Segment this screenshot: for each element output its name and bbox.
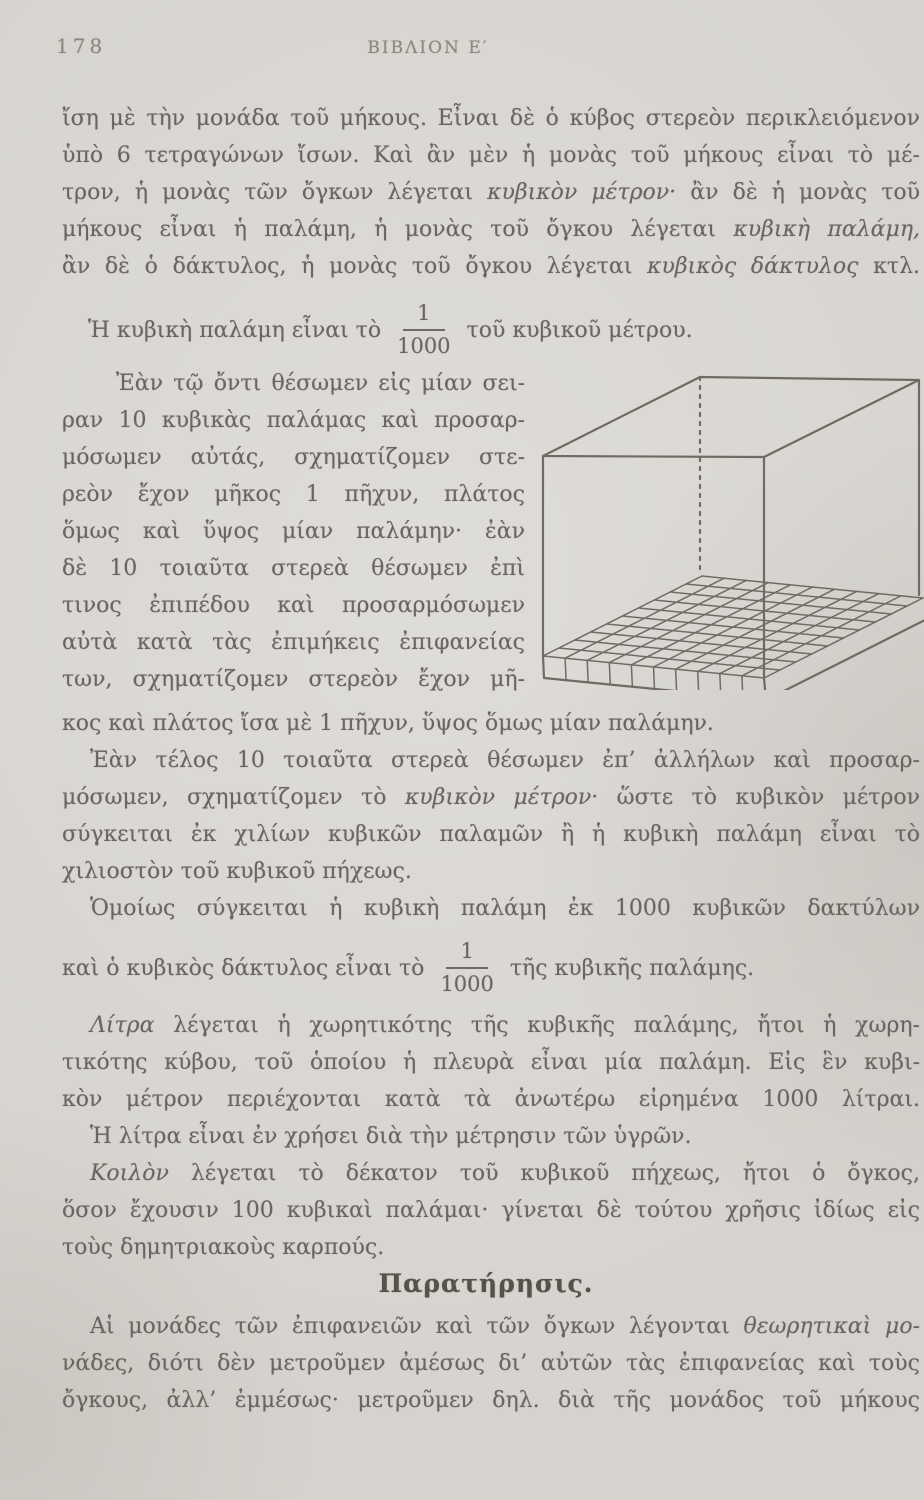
text-segment-italic: κυβικὸς δάκτυλος: [647, 254, 859, 279]
remark-paragraph: [62, 1308, 920, 1419]
column-paragraph: [62, 365, 525, 698]
text-segment: ὥστε τὸ κυβικὸν μέτρον: [598, 785, 920, 810]
text-segment-italic: θεωρητικαὶ μο-: [743, 1314, 920, 1339]
cube-grid-figure: [540, 368, 924, 690]
text-line: ὑπὸ 6 τετραγώνων ἴσων. Καὶ ἂν μὲν ἡ μονὰς τοῦ μήκους εἶναι τὸ μέ-: [62, 143, 920, 168]
text-line: [62, 211, 920, 248]
text-line: [62, 174, 920, 211]
text-segment: ἂν δὲ ὁ δάκτυλος, ἡ μονὰς τοῦ ὄγκου λέγεται: [62, 254, 648, 279]
text-segment: κτλ.: [858, 254, 921, 279]
text-line: ὅσον ἔχουσιν 100 κυβικαὶ παλάμαι· γίνεται δὲ τούτου χρῆσις ἰδίως εἰς: [62, 1198, 920, 1223]
text-line: ὅμως καὶ ὕψος μίαν παλάμην· ἐὰν: [62, 519, 525, 544]
text-segment: λέγεται τὸ δέκατον τοῦ κυβικοῦ πήχεως, ἤτοι ὁ ὄγκος,: [168, 1161, 920, 1186]
text-line: [62, 1155, 920, 1192]
text-line: τοὺς δημητριακοὺς καρπούς.: [62, 1235, 385, 1260]
formula-text-after: τῆς κυβικῆς παλάμης.: [509, 955, 755, 981]
text-line: κος καὶ πλάτος ἴσα μὲ 1 πῆχυν, ὕψος ὅμως μίαν παλάμην.: [62, 711, 714, 736]
text-line: χιλιοστὸν τοῦ κυβικοῦ πήχεως.: [62, 859, 412, 884]
fraction-numerator: 1: [446, 941, 487, 969]
fraction-denominator: 1000: [440, 972, 494, 996]
fraction-1-1000: [440, 941, 493, 995]
unit-squares-grid: [543, 576, 923, 690]
text-line: Ἐὰν τέλος 10 τοιαῦτα στερεὰ θέσωμεν ἐπ’ ἀλλήλων καὶ προσαρ-: [90, 748, 920, 773]
page-number: 178: [56, 34, 107, 58]
cube-grid-drawing: [540, 368, 924, 690]
formula-text-before: καὶ ὁ κυβικὸς δάκτυλος εἶναι τὸ: [62, 955, 425, 981]
slab-outline: [543, 620, 924, 690]
text-line: [62, 248, 920, 285]
text-segment-italic: κυβικὸν μέτρον·: [404, 785, 599, 810]
litra-paragraph: [62, 1007, 920, 1155]
text-line: ὄγκους, ἀλλ’ ἐμμέσως· μετροῦμεν δηλ. διὰ τῆς μονάδος τοῦ μήκους: [62, 1388, 920, 1413]
text-line: [62, 1007, 920, 1044]
text-line: σύγκειται ἐκ χιλίων κυβικῶν παλαμῶν ἢ ἡ κυβικὴ παλάμη εἶναι τὸ: [62, 822, 920, 847]
text-segment-italic: Λίτρα: [90, 1013, 155, 1038]
intro-paragraph: [62, 100, 920, 285]
text-line: νάδες, διότι δὲν μετροῦμεν ἀμέσως δι’ αὐτῶν τὰς ἐπιφανείας καὶ τοὺς: [62, 1351, 920, 1376]
text-line: ἴση μὲ τὴν μονάδα τοῦ μήκους. Εἶναι δὲ ὁ κύβος στερεὸν περικλειόμενον: [62, 106, 920, 131]
text-line: ραν 10 κυβικὰς παλάμας καὶ προσαρ-: [62, 408, 525, 433]
formula-cubic-palm: [62, 294, 920, 366]
text-segment: μόσωμεν, σχηματίζομεν τὸ: [62, 785, 405, 810]
text-segment-italic: κυβικὴ παλάμη,: [733, 217, 920, 242]
remark-heading: Παρατήρησις.: [378, 1269, 594, 1298]
text-line: τικότης κύβου, τοῦ ὁποίου ἡ πλευρὰ εἶναι μία παλάμη. Εἰς ἓν κυβι-: [62, 1050, 920, 1075]
text-segment: μήκους εἶναι ἡ παλάμη, ἡ μονὰς τοῦ ὄγκου λέγεται: [62, 217, 734, 242]
text-line: [62, 779, 920, 816]
fraction-numerator: 1: [403, 303, 444, 331]
formula-text-after: τοῦ κυβικοῦ μέτρου.: [466, 317, 693, 343]
running-header-title: ΒΙΒΛΙΟΝ Ε′: [367, 38, 489, 58]
koilon-paragraph: [62, 1155, 920, 1266]
text-segment: ἂν δὲ ἡ μονὰς τοῦ: [676, 180, 920, 205]
formula-cubic-finger: [62, 932, 920, 1004]
text-segment: τρον, ἡ μονὰς τῶν ὄγκων λέγεται: [62, 180, 488, 205]
text-segment: λέγεται ἡ χωρητικότης τῆς κυβικῆς παλάμης, ἤτοι ἡ χωρη-: [154, 1013, 920, 1038]
text-segment: Αἱ μονάδες τῶν ἐπιφανειῶν καὶ τῶν ὄγκων λέγονται: [90, 1314, 744, 1339]
text-line: δὲ 10 τοιαῦτα στερεὰ θέσωμεν ἐπὶ: [62, 556, 525, 581]
text-line: των, σχηματίζομεν στερεὸν ἔχον μῆ-: [62, 667, 525, 692]
fraction-1-1000: [397, 303, 450, 357]
text-line: ρεὸν ἔχον μῆκος 1 πῆχυν, πλάτος: [62, 482, 525, 507]
after-figure-paragraphs: [62, 705, 920, 927]
text-line: Ὁμοίως σύγκειται ἡ κυβικὴ παλάμη ἐκ 1000 κυβικῶν δακτύλων: [90, 896, 920, 921]
text-segment-italic: κυβικὸν μέτρον·: [487, 180, 677, 205]
fraction-denominator: 1000: [397, 334, 451, 358]
cube-top-face: [543, 377, 919, 457]
text-line: κὸν μέτρον περιέχονται κατὰ τὰ ἀνωτέρω εἰρημένα 1000 λίτραι.: [62, 1087, 920, 1112]
text-segment-italic: Κοιλὸν: [90, 1161, 169, 1186]
formula-text-before: Ἡ κυβικὴ παλάμη εἶναι τὸ: [88, 317, 382, 343]
text-line: μόσωμεν αὐτάς, σχηματίζομεν στε-: [62, 445, 525, 470]
text-line: αὐτὰ κατὰ τὰς ἐπιμήκεις ἐπιφανείας: [62, 630, 525, 655]
text-line: [62, 1308, 920, 1345]
text-line: τινος ἐπιπέδου καὶ προσαρμόσωμεν: [62, 593, 525, 618]
text-line: Ἡ λίτρα εἶναι ἐν χρήσει διὰ τὴν μέτρησιν τῶν ὑγρῶν.: [90, 1124, 692, 1149]
text-line: Ἐὰν τῷ ὄντι θέσωμεν εἰς μίαν σει-: [116, 371, 525, 396]
